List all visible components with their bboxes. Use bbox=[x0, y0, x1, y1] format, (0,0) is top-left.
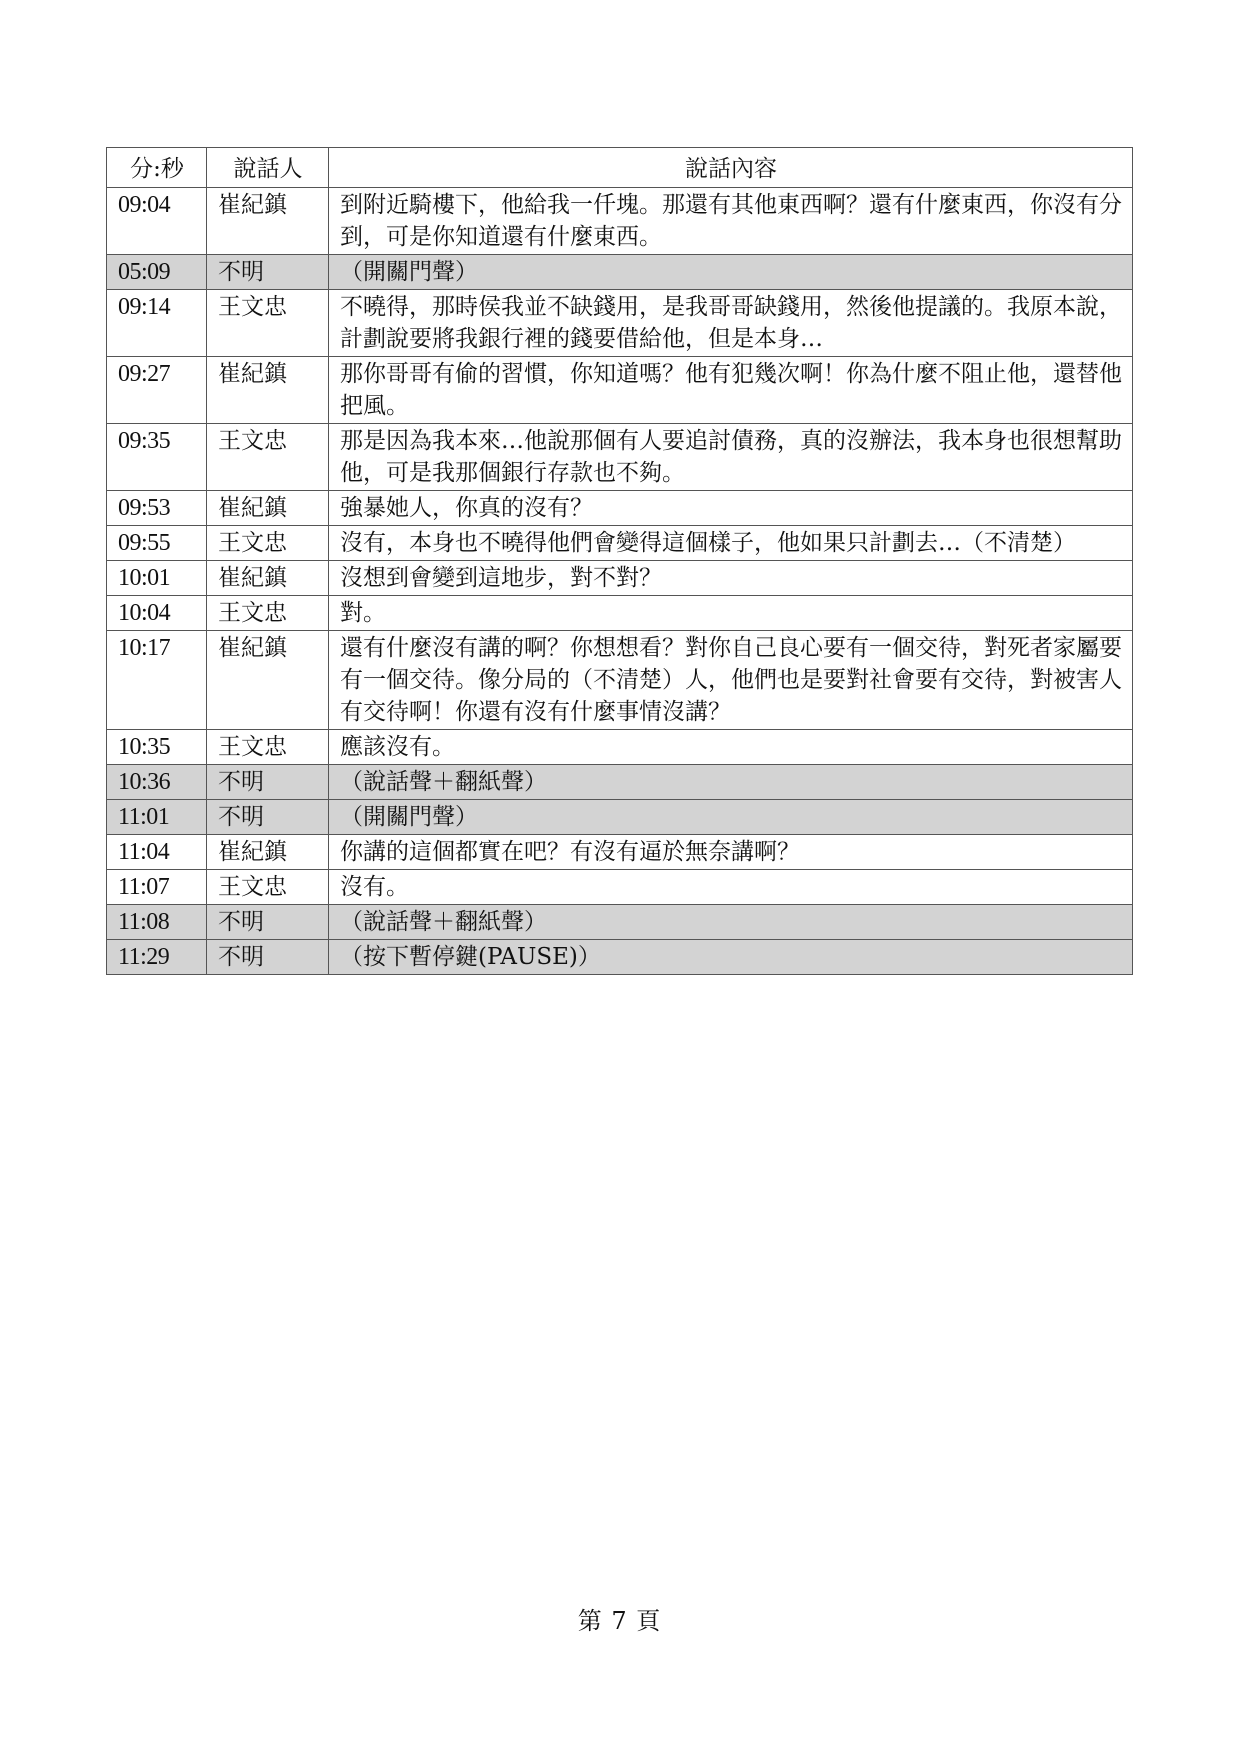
speaker-cell: 崔紀鎮 bbox=[207, 357, 329, 424]
content-cell: 對。 bbox=[329, 596, 1133, 631]
content-cell: 還有什麼沒有講的啊？你想想看？對你自己良心要有一個交待，對死者家屬要有一個交待。像分局的（不清楚）人，他們也是要對社會要有交待，對被害人有交待啊！你還有沒有什麼事情沒講？ bbox=[329, 631, 1133, 730]
table-row bbox=[107, 800, 1133, 835]
speaker-cell: 王文忠 bbox=[207, 870, 329, 905]
speaker-cell: 崔紀鎮 bbox=[207, 491, 329, 526]
speaker-cell: 不明 bbox=[207, 905, 329, 940]
page-number: 第 7 頁 bbox=[577, 1607, 662, 1635]
header-speaker: 說話人 bbox=[207, 148, 329, 188]
time-cell: 11:04 bbox=[107, 835, 207, 870]
transcript-body bbox=[107, 188, 1133, 975]
table-row bbox=[107, 765, 1133, 800]
speaker-cell: 不明 bbox=[207, 940, 329, 975]
time-cell: 11:01 bbox=[107, 800, 207, 835]
table-row bbox=[107, 526, 1133, 561]
speaker-cell: 崔紀鎮 bbox=[207, 188, 329, 255]
time-cell: 09:53 bbox=[107, 491, 207, 526]
content-cell: 強暴她人，你真的沒有？ bbox=[329, 491, 1133, 526]
speaker-cell: 王文忠 bbox=[207, 290, 329, 357]
time-cell: 10:35 bbox=[107, 730, 207, 765]
table-row bbox=[107, 290, 1133, 357]
table-row bbox=[107, 357, 1133, 424]
content-cell: （開關門聲） bbox=[329, 255, 1133, 290]
time-cell: 09:27 bbox=[107, 357, 207, 424]
content-cell: 沒有。 bbox=[329, 870, 1133, 905]
speaker-cell: 王文忠 bbox=[207, 526, 329, 561]
content-cell: 那是因為我本來…他說那個有人要追討債務，真的沒辦法，我本身也很想幫助他，可是我那個銀行存款也不夠。 bbox=[329, 424, 1133, 491]
time-cell: 10:17 bbox=[107, 631, 207, 730]
table-row bbox=[107, 596, 1133, 631]
speaker-cell: 不明 bbox=[207, 765, 329, 800]
speaker-cell: 王文忠 bbox=[207, 596, 329, 631]
time-cell: 09:55 bbox=[107, 526, 207, 561]
table-row bbox=[107, 940, 1133, 975]
content-cell: 到附近騎樓下，他給我一仟塊。那還有其他東西啊？還有什麼東西，你沒有分到，可是你知道還有什麼東西。 bbox=[329, 188, 1133, 255]
speaker-cell: 不明 bbox=[207, 800, 329, 835]
transcript-table bbox=[106, 147, 1133, 975]
time-cell: 11:07 bbox=[107, 870, 207, 905]
speaker-cell: 崔紀鎮 bbox=[207, 835, 329, 870]
content-cell: （開關門聲） bbox=[329, 800, 1133, 835]
content-cell: 應該沒有。 bbox=[329, 730, 1133, 765]
time-cell: 11:08 bbox=[107, 905, 207, 940]
time-cell: 05:09 bbox=[107, 255, 207, 290]
table-row bbox=[107, 870, 1133, 905]
time-cell: 11:29 bbox=[107, 940, 207, 975]
speaker-cell: 王文忠 bbox=[207, 730, 329, 765]
time-cell: 09:04 bbox=[107, 188, 207, 255]
content-cell: 沒有，本身也不曉得他們會變得這個樣子，他如果只計劃去…（不清楚） bbox=[329, 526, 1133, 561]
time-cell: 10:01 bbox=[107, 561, 207, 596]
content-cell: （說話聲＋翻紙聲） bbox=[329, 905, 1133, 940]
table-row bbox=[107, 491, 1133, 526]
speaker-cell: 崔紀鎮 bbox=[207, 561, 329, 596]
time-cell: 10:36 bbox=[107, 765, 207, 800]
table-row bbox=[107, 255, 1133, 290]
speaker-cell: 崔紀鎮 bbox=[207, 631, 329, 730]
speaker-cell: 王文忠 bbox=[207, 424, 329, 491]
table-row bbox=[107, 561, 1133, 596]
header-content: 說話內容 bbox=[329, 148, 1133, 188]
speaker-cell: 不明 bbox=[207, 255, 329, 290]
table-row bbox=[107, 905, 1133, 940]
table-row bbox=[107, 188, 1133, 255]
content-cell: （說話聲＋翻紙聲） bbox=[329, 765, 1133, 800]
content-cell: 那你哥哥有偷的習慣，你知道嗎？他有犯幾次啊！你為什麼不阻止他，還替他把風。 bbox=[329, 357, 1133, 424]
time-cell: 09:35 bbox=[107, 424, 207, 491]
content-cell: 不曉得，那時侯我並不缺錢用，是我哥哥缺錢用，然後他提議的。我原本說，計劃說要將我銀行裡的錢要借給他，但是本身… bbox=[329, 290, 1133, 357]
time-cell: 10:04 bbox=[107, 596, 207, 631]
header-time: 分:秒 bbox=[107, 148, 207, 188]
table-row bbox=[107, 835, 1133, 870]
content-cell: 沒想到會變到這地步，對不對？ bbox=[329, 561, 1133, 596]
content-cell: 你講的這個都實在吧？有沒有逼於無奈講啊？ bbox=[329, 835, 1133, 870]
time-cell: 09:14 bbox=[107, 290, 207, 357]
table-row bbox=[107, 424, 1133, 491]
table-row bbox=[107, 631, 1133, 730]
table-header-row bbox=[107, 148, 1133, 188]
table-row bbox=[107, 730, 1133, 765]
content-cell: （按下暫停鍵(PAUSE)） bbox=[329, 940, 1133, 975]
